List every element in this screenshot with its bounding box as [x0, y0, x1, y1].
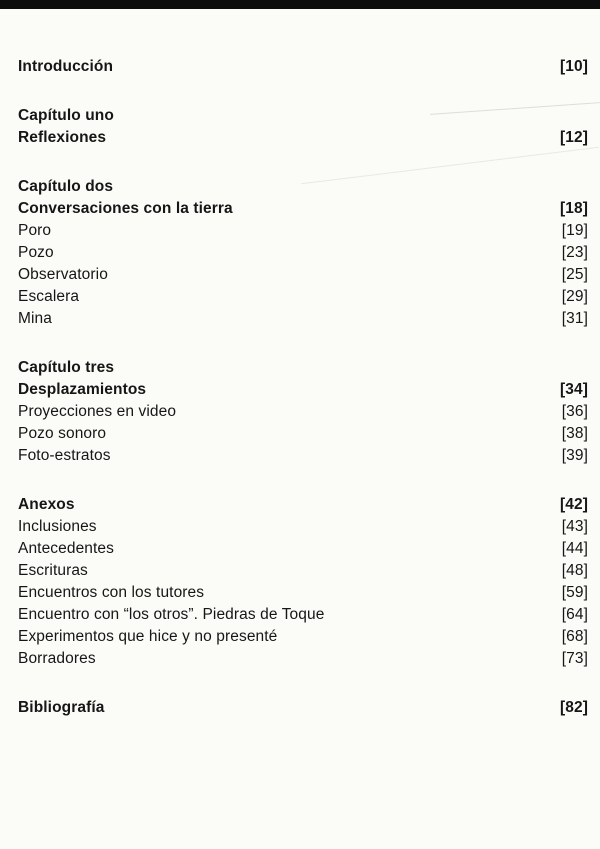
- toc-entry-label: Foto-estratos: [18, 447, 111, 464]
- toc-entry-page: [10]: [560, 58, 588, 75]
- toc-entry-label: Inclusiones: [18, 518, 97, 535]
- toc-row: [18, 494, 588, 516]
- toc-entry-label: Escalera: [18, 288, 80, 305]
- toc-entry-page: [73]: [561, 650, 588, 667]
- toc-entry-page: [64]: [561, 606, 588, 623]
- toc-row: [18, 242, 588, 264]
- toc-entry-label: Capítulo tres: [18, 359, 115, 376]
- toc-entry-page: [38]: [561, 425, 588, 442]
- toc-entry-label: Poro: [18, 222, 52, 239]
- toc-row: [18, 286, 588, 308]
- toc-entry-label: Proyecciones en video: [18, 403, 177, 420]
- toc-entry-label: Mina: [18, 310, 52, 327]
- toc-entry-page: [43]: [561, 518, 588, 535]
- toc-entry-page: [48]: [561, 562, 588, 579]
- toc-entry-page: [34]: [560, 381, 588, 398]
- toc-row: [18, 626, 588, 648]
- toc-entry-page: [12]: [560, 129, 588, 146]
- toc-entry-page: [82]: [560, 699, 588, 716]
- toc-row: [18, 220, 588, 242]
- toc-row: [18, 401, 588, 423]
- toc-entry-label: Pozo: [18, 244, 54, 261]
- toc-entry-page: [42]: [560, 496, 588, 513]
- toc-entry-label: Conversaciones con la tierra: [18, 200, 233, 217]
- toc-entry-label: Antecedentes: [18, 540, 114, 557]
- toc-entry-page: [19]: [561, 222, 588, 239]
- toc-row: [18, 357, 588, 379]
- toc-entry-label: Borradores: [18, 650, 96, 667]
- toc-entry-page: [36]: [561, 403, 588, 420]
- toc-entry-label: Encuentros con los tutores: [18, 584, 205, 601]
- toc-entry-page: [29]: [561, 288, 588, 305]
- toc-row: [18, 379, 588, 401]
- toc-entry-page: [23]: [561, 244, 588, 261]
- toc-row: [18, 176, 588, 198]
- toc-entry-label: Encuentro con “los otros”. Piedras de Toque: [18, 606, 325, 623]
- toc-entry-label: Capítulo dos: [18, 178, 114, 195]
- toc-entry-page: [44]: [561, 540, 588, 557]
- toc-row: [18, 560, 588, 582]
- toc-entry-label: Experimentos que hice y no presenté: [18, 628, 278, 645]
- toc-list: [18, 56, 588, 719]
- toc-row: [18, 105, 588, 127]
- toc-entry-label: Bibliografía: [18, 699, 105, 716]
- toc-row: [18, 198, 588, 220]
- toc-entry-page: [39]: [561, 447, 588, 464]
- toc-entry-page: [68]: [561, 628, 588, 645]
- toc-row: [18, 127, 588, 149]
- toc-entry-label: Anexos: [18, 496, 75, 513]
- toc-row: [18, 604, 588, 626]
- toc-entry-label: Observatorio: [18, 266, 108, 283]
- toc-row: [18, 445, 588, 467]
- toc-row: [18, 538, 588, 560]
- toc-entry-label: Escrituras: [18, 562, 88, 579]
- toc-entry-page: [25]: [561, 266, 588, 283]
- toc-entry-label: Capítulo uno: [18, 107, 114, 124]
- toc-entry-label: Reflexiones: [18, 129, 107, 146]
- scan-top-bar: [0, 0, 600, 9]
- toc-row: [18, 582, 588, 604]
- toc-row: [18, 648, 588, 670]
- toc-entry-page: [59]: [561, 584, 588, 601]
- toc-row: [18, 423, 588, 445]
- toc-row: [18, 516, 588, 538]
- toc-row: [18, 308, 588, 330]
- toc-entry-label: Introducción: [18, 58, 114, 75]
- toc-row: [18, 264, 588, 286]
- toc-entry-label: Pozo sonoro: [18, 425, 107, 442]
- toc-row: [18, 56, 588, 78]
- toc-entry-page: [31]: [561, 310, 588, 327]
- toc-row: [18, 697, 588, 719]
- toc-entry-page: [18]: [560, 200, 588, 217]
- toc-entry-label: Desplazamientos: [18, 381, 147, 398]
